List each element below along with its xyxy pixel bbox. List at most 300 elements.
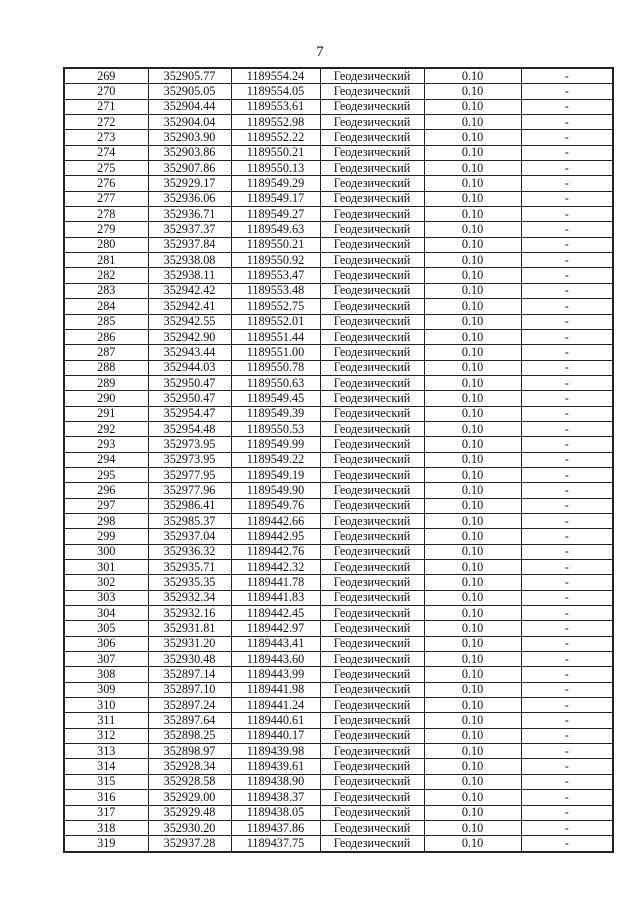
x-coordinate-cell: 352898.25: [148, 728, 231, 743]
method-cell: Геодезический: [320, 130, 424, 145]
y-coordinate-cell: 1189552.75: [231, 299, 320, 314]
accuracy-cell: 0.10: [424, 713, 521, 728]
description-cell: -: [521, 544, 613, 559]
method-cell: Геодезический: [320, 820, 424, 835]
description-cell: -: [521, 68, 613, 84]
y-coordinate-cell: 1189441.83: [231, 590, 320, 605]
description-cell: -: [521, 636, 613, 651]
table-row: [64, 544, 613, 559]
y-coordinate-cell: 1189440.17: [231, 728, 320, 743]
table-row: [64, 207, 613, 222]
method-cell: Геодезический: [320, 513, 424, 528]
x-coordinate-cell: 352931.20: [148, 636, 231, 651]
x-coordinate-cell: 352930.48: [148, 652, 231, 667]
table-row: [64, 744, 613, 759]
point-number-cell: 287: [64, 345, 148, 360]
point-number-cell: 278: [64, 207, 148, 222]
accuracy-cell: 0.10: [424, 314, 521, 329]
description-cell: -: [521, 560, 613, 575]
x-coordinate-cell: 352938.08: [148, 253, 231, 268]
method-cell: Геодезический: [320, 467, 424, 482]
description-cell: -: [521, 268, 613, 283]
point-number-cell: 297: [64, 498, 148, 513]
accuracy-cell: 0.10: [424, 483, 521, 498]
point-number-cell: 289: [64, 375, 148, 390]
y-coordinate-cell: 1189549.22: [231, 452, 320, 467]
description-cell: -: [521, 176, 613, 191]
method-cell: Геодезический: [320, 406, 424, 421]
accuracy-cell: 0.10: [424, 253, 521, 268]
accuracy-cell: 0.10: [424, 299, 521, 314]
method-cell: Геодезический: [320, 790, 424, 805]
description-cell: -: [521, 130, 613, 145]
description-cell: -: [521, 237, 613, 252]
method-cell: Геодезический: [320, 115, 424, 130]
table-row: [64, 314, 613, 329]
point-number-cell: 315: [64, 774, 148, 789]
accuracy-cell: 0.10: [424, 759, 521, 774]
method-cell: Геодезический: [320, 560, 424, 575]
method-cell: Геодезический: [320, 345, 424, 360]
table-row: [64, 682, 613, 697]
x-coordinate-cell: 352929.00: [148, 790, 231, 805]
y-coordinate-cell: 1189549.39: [231, 406, 320, 421]
x-coordinate-cell: 352942.41: [148, 299, 231, 314]
x-coordinate-cell: 352932.16: [148, 606, 231, 621]
accuracy-cell: 0.10: [424, 667, 521, 682]
method-cell: Геодезический: [320, 84, 424, 99]
table-row: [64, 421, 613, 436]
method-cell: Геодезический: [320, 606, 424, 621]
table-row: [64, 498, 613, 513]
description-cell: -: [521, 283, 613, 298]
table-row: [64, 698, 613, 713]
description-cell: -: [521, 329, 613, 344]
point-number-cell: 298: [64, 513, 148, 528]
accuracy-cell: 0.10: [424, 820, 521, 835]
point-number-cell: 277: [64, 191, 148, 206]
point-number-cell: 305: [64, 621, 148, 636]
description-cell: -: [521, 621, 613, 636]
description-cell: -: [521, 820, 613, 835]
x-coordinate-cell: 352897.14: [148, 667, 231, 682]
accuracy-cell: 0.10: [424, 575, 521, 590]
x-coordinate-cell: 352954.48: [148, 421, 231, 436]
x-coordinate-cell: 352931.81: [148, 621, 231, 636]
accuracy-cell: 0.10: [424, 452, 521, 467]
accuracy-cell: 0.10: [424, 437, 521, 452]
y-coordinate-cell: 1189554.24: [231, 68, 320, 84]
table-row: [64, 68, 613, 84]
description-cell: -: [521, 452, 613, 467]
y-coordinate-cell: 1189442.95: [231, 529, 320, 544]
table-row: [64, 345, 613, 360]
description-cell: -: [521, 406, 613, 421]
point-number-cell: 313: [64, 744, 148, 759]
method-cell: Геодезический: [320, 652, 424, 667]
x-coordinate-cell: 352937.28: [148, 836, 231, 852]
description-cell: -: [521, 161, 613, 176]
point-number-cell: 273: [64, 130, 148, 145]
point-number-cell: 296: [64, 483, 148, 498]
y-coordinate-cell: 1189551.00: [231, 345, 320, 360]
accuracy-cell: 0.10: [424, 698, 521, 713]
x-coordinate-cell: 352977.96: [148, 483, 231, 498]
point-number-cell: 288: [64, 360, 148, 375]
point-number-cell: 299: [64, 529, 148, 544]
table-row: [64, 713, 613, 728]
table-row: [64, 805, 613, 820]
accuracy-cell: 0.10: [424, 544, 521, 559]
method-cell: Геодезический: [320, 283, 424, 298]
x-coordinate-cell: 352942.90: [148, 329, 231, 344]
x-coordinate-cell: 352897.10: [148, 682, 231, 697]
description-cell: -: [521, 84, 613, 99]
point-number-cell: 291: [64, 406, 148, 421]
point-number-cell: 270: [64, 84, 148, 99]
table-row: [64, 590, 613, 605]
x-coordinate-cell: 352937.37: [148, 222, 231, 237]
description-cell: -: [521, 421, 613, 436]
table-row: [64, 667, 613, 682]
x-coordinate-cell: 352942.42: [148, 283, 231, 298]
table-row: [64, 606, 613, 621]
table-row: [64, 513, 613, 528]
method-cell: Геодезический: [320, 744, 424, 759]
point-number-cell: 286: [64, 329, 148, 344]
accuracy-cell: 0.10: [424, 590, 521, 605]
x-coordinate-cell: 352904.44: [148, 99, 231, 114]
y-coordinate-cell: 1189549.27: [231, 207, 320, 222]
point-number-cell: 293: [64, 437, 148, 452]
method-cell: Геодезический: [320, 452, 424, 467]
y-coordinate-cell: 1189440.61: [231, 713, 320, 728]
description-cell: -: [521, 698, 613, 713]
description-cell: -: [521, 836, 613, 852]
y-coordinate-cell: 1189437.86: [231, 820, 320, 835]
table-row: [64, 222, 613, 237]
x-coordinate-cell: 352905.77: [148, 68, 231, 84]
x-coordinate-cell: 352938.11: [148, 268, 231, 283]
x-coordinate-cell: 352943.44: [148, 345, 231, 360]
x-coordinate-cell: 352935.35: [148, 575, 231, 590]
description-cell: -: [521, 345, 613, 360]
accuracy-cell: 0.10: [424, 115, 521, 130]
method-cell: Геодезический: [320, 728, 424, 743]
description-cell: -: [521, 682, 613, 697]
y-coordinate-cell: 1189443.60: [231, 652, 320, 667]
y-coordinate-cell: 1189552.01: [231, 314, 320, 329]
y-coordinate-cell: 1189550.13: [231, 161, 320, 176]
description-cell: -: [521, 375, 613, 390]
description-cell: -: [521, 360, 613, 375]
x-coordinate-cell: 352930.20: [148, 820, 231, 835]
method-cell: Геодезический: [320, 437, 424, 452]
description-cell: -: [521, 115, 613, 130]
y-coordinate-cell: 1189442.97: [231, 621, 320, 636]
y-coordinate-cell: 1189549.90: [231, 483, 320, 498]
table-row: [64, 560, 613, 575]
x-coordinate-cell: 352907.86: [148, 161, 231, 176]
description-cell: -: [521, 299, 613, 314]
table-row: [64, 299, 613, 314]
table-row: [64, 652, 613, 667]
y-coordinate-cell: 1189437.75: [231, 836, 320, 852]
accuracy-cell: 0.10: [424, 360, 521, 375]
table-row: [64, 406, 613, 421]
y-coordinate-cell: 1189549.63: [231, 222, 320, 237]
y-coordinate-cell: 1189553.61: [231, 99, 320, 114]
accuracy-cell: 0.10: [424, 237, 521, 252]
table-row: [64, 115, 613, 130]
point-number-cell: 312: [64, 728, 148, 743]
table-row: [64, 820, 613, 835]
table-row: [64, 621, 613, 636]
point-number-cell: 310: [64, 698, 148, 713]
y-coordinate-cell: 1189442.32: [231, 560, 320, 575]
method-cell: Геодезический: [320, 145, 424, 160]
method-cell: Геодезический: [320, 498, 424, 513]
table-row: [64, 99, 613, 114]
accuracy-cell: 0.10: [424, 682, 521, 697]
y-coordinate-cell: 1189439.98: [231, 744, 320, 759]
method-cell: Геодезический: [320, 836, 424, 852]
point-number-cell: 311: [64, 713, 148, 728]
x-coordinate-cell: 352905.05: [148, 84, 231, 99]
method-cell: Геодезический: [320, 682, 424, 697]
y-coordinate-cell: 1189552.22: [231, 130, 320, 145]
accuracy-cell: 0.10: [424, 222, 521, 237]
y-coordinate-cell: 1189554.05: [231, 84, 320, 99]
y-coordinate-cell: 1189551.44: [231, 329, 320, 344]
description-cell: -: [521, 590, 613, 605]
y-coordinate-cell: 1189439.61: [231, 759, 320, 774]
method-cell: Геодезический: [320, 68, 424, 84]
method-cell: Геодезический: [320, 713, 424, 728]
accuracy-cell: 0.10: [424, 161, 521, 176]
accuracy-cell: 0.10: [424, 176, 521, 191]
table-row: [64, 529, 613, 544]
method-cell: Геодезический: [320, 237, 424, 252]
x-coordinate-cell: 352950.47: [148, 375, 231, 390]
description-cell: -: [521, 606, 613, 621]
description-cell: -: [521, 744, 613, 759]
description-cell: -: [521, 529, 613, 544]
page-number: 7: [316, 44, 324, 60]
method-cell: Геодезический: [320, 575, 424, 590]
method-cell: Геодезический: [320, 314, 424, 329]
y-coordinate-cell: 1189549.17: [231, 191, 320, 206]
point-number-cell: 302: [64, 575, 148, 590]
point-number-cell: 319: [64, 836, 148, 852]
method-cell: Геодезический: [320, 299, 424, 314]
x-coordinate-cell: 352973.95: [148, 452, 231, 467]
table-row: [64, 759, 613, 774]
table-row: [64, 437, 613, 452]
description-cell: -: [521, 575, 613, 590]
x-coordinate-cell: 352973.95: [148, 437, 231, 452]
description-cell: -: [521, 667, 613, 682]
method-cell: Геодезический: [320, 375, 424, 390]
table-row: [64, 130, 613, 145]
x-coordinate-cell: 352929.48: [148, 805, 231, 820]
accuracy-cell: 0.10: [424, 421, 521, 436]
y-coordinate-cell: 1189550.92: [231, 253, 320, 268]
method-cell: Геодезический: [320, 360, 424, 375]
y-coordinate-cell: 1189438.90: [231, 774, 320, 789]
table-row: [64, 790, 613, 805]
description-cell: -: [521, 513, 613, 528]
table-row: [64, 253, 613, 268]
method-cell: Геодезический: [320, 329, 424, 344]
y-coordinate-cell: 1189438.05: [231, 805, 320, 820]
accuracy-cell: 0.10: [424, 345, 521, 360]
table-row: [64, 774, 613, 789]
x-coordinate-cell: 352942.55: [148, 314, 231, 329]
accuracy-cell: 0.10: [424, 621, 521, 636]
method-cell: Геодезический: [320, 191, 424, 206]
table-row: [64, 191, 613, 206]
method-cell: Геодезический: [320, 222, 424, 237]
point-number-cell: 274: [64, 145, 148, 160]
method-cell: Геодезический: [320, 667, 424, 682]
point-number-cell: 307: [64, 652, 148, 667]
description-cell: -: [521, 713, 613, 728]
accuracy-cell: 0.10: [424, 329, 521, 344]
y-coordinate-cell: 1189438.37: [231, 790, 320, 805]
accuracy-cell: 0.10: [424, 145, 521, 160]
accuracy-cell: 0.10: [424, 560, 521, 575]
method-cell: Геодезический: [320, 268, 424, 283]
table-row: [64, 391, 613, 406]
x-coordinate-cell: 352950.47: [148, 391, 231, 406]
x-coordinate-cell: 352897.24: [148, 698, 231, 713]
y-coordinate-cell: 1189550.63: [231, 375, 320, 390]
point-number-cell: 285: [64, 314, 148, 329]
description-cell: -: [521, 498, 613, 513]
accuracy-cell: 0.10: [424, 68, 521, 84]
point-number-cell: 308: [64, 667, 148, 682]
x-coordinate-cell: 352935.71: [148, 560, 231, 575]
description-cell: -: [521, 314, 613, 329]
point-number-cell: 318: [64, 820, 148, 835]
description-cell: -: [521, 728, 613, 743]
point-number-cell: 317: [64, 805, 148, 820]
coordinates-table: [63, 67, 614, 853]
accuracy-cell: 0.10: [424, 805, 521, 820]
method-cell: Геодезический: [320, 176, 424, 191]
accuracy-cell: 0.10: [424, 207, 521, 222]
accuracy-cell: 0.10: [424, 406, 521, 421]
accuracy-cell: 0.10: [424, 774, 521, 789]
x-coordinate-cell: 352936.32: [148, 544, 231, 559]
coordinates-table-body: [64, 68, 613, 852]
x-coordinate-cell: 352985.37: [148, 513, 231, 528]
y-coordinate-cell: 1189550.21: [231, 237, 320, 252]
y-coordinate-cell: 1189553.48: [231, 283, 320, 298]
y-coordinate-cell: 1189441.98: [231, 682, 320, 697]
point-number-cell: 295: [64, 467, 148, 482]
x-coordinate-cell: 352977.95: [148, 467, 231, 482]
x-coordinate-cell: 352932.34: [148, 590, 231, 605]
table-row: [64, 145, 613, 160]
point-number-cell: 290: [64, 391, 148, 406]
point-number-cell: 279: [64, 222, 148, 237]
method-cell: Геодезический: [320, 99, 424, 114]
accuracy-cell: 0.10: [424, 498, 521, 513]
y-coordinate-cell: 1189549.29: [231, 176, 320, 191]
point-number-cell: 301: [64, 560, 148, 575]
point-number-cell: 281: [64, 253, 148, 268]
point-number-cell: 314: [64, 759, 148, 774]
y-coordinate-cell: 1189549.19: [231, 467, 320, 482]
description-cell: -: [521, 145, 613, 160]
method-cell: Геодезический: [320, 774, 424, 789]
description-cell: -: [521, 207, 613, 222]
accuracy-cell: 0.10: [424, 283, 521, 298]
point-number-cell: 300: [64, 544, 148, 559]
method-cell: Геодезический: [320, 253, 424, 268]
point-number-cell: 272: [64, 115, 148, 130]
description-cell: -: [521, 759, 613, 774]
description-cell: -: [521, 99, 613, 114]
accuracy-cell: 0.10: [424, 99, 521, 114]
point-number-cell: 292: [64, 421, 148, 436]
x-coordinate-cell: 352928.58: [148, 774, 231, 789]
y-coordinate-cell: 1189443.99: [231, 667, 320, 682]
y-coordinate-cell: 1189550.53: [231, 421, 320, 436]
point-number-cell: 269: [64, 68, 148, 84]
accuracy-cell: 0.10: [424, 84, 521, 99]
method-cell: Геодезический: [320, 161, 424, 176]
point-number-cell: 282: [64, 268, 148, 283]
method-cell: Геодезический: [320, 698, 424, 713]
point-number-cell: 306: [64, 636, 148, 651]
method-cell: Геодезический: [320, 207, 424, 222]
accuracy-cell: 0.10: [424, 744, 521, 759]
table-row: [64, 728, 613, 743]
table-row: [64, 360, 613, 375]
table-row: [64, 237, 613, 252]
point-number-cell: 309: [64, 682, 148, 697]
accuracy-cell: 0.10: [424, 529, 521, 544]
description-cell: -: [521, 790, 613, 805]
method-cell: Геодезический: [320, 590, 424, 605]
point-number-cell: 316: [64, 790, 148, 805]
x-coordinate-cell: 352903.86: [148, 145, 231, 160]
accuracy-cell: 0.10: [424, 268, 521, 283]
method-cell: Геодезический: [320, 636, 424, 651]
x-coordinate-cell: 352928.34: [148, 759, 231, 774]
table-row: [64, 268, 613, 283]
x-coordinate-cell: 352904.04: [148, 115, 231, 130]
point-number-cell: 275: [64, 161, 148, 176]
table-row: [64, 467, 613, 482]
table-row: [64, 283, 613, 298]
table-row: [64, 84, 613, 99]
method-cell: Геодезический: [320, 544, 424, 559]
accuracy-cell: 0.10: [424, 130, 521, 145]
description-cell: -: [521, 437, 613, 452]
accuracy-cell: 0.10: [424, 391, 521, 406]
table-row: [64, 575, 613, 590]
table-row: [64, 452, 613, 467]
y-coordinate-cell: 1189441.78: [231, 575, 320, 590]
description-cell: -: [521, 253, 613, 268]
method-cell: Геодезический: [320, 621, 424, 636]
y-coordinate-cell: 1189442.45: [231, 606, 320, 621]
y-coordinate-cell: 1189549.76: [231, 498, 320, 513]
